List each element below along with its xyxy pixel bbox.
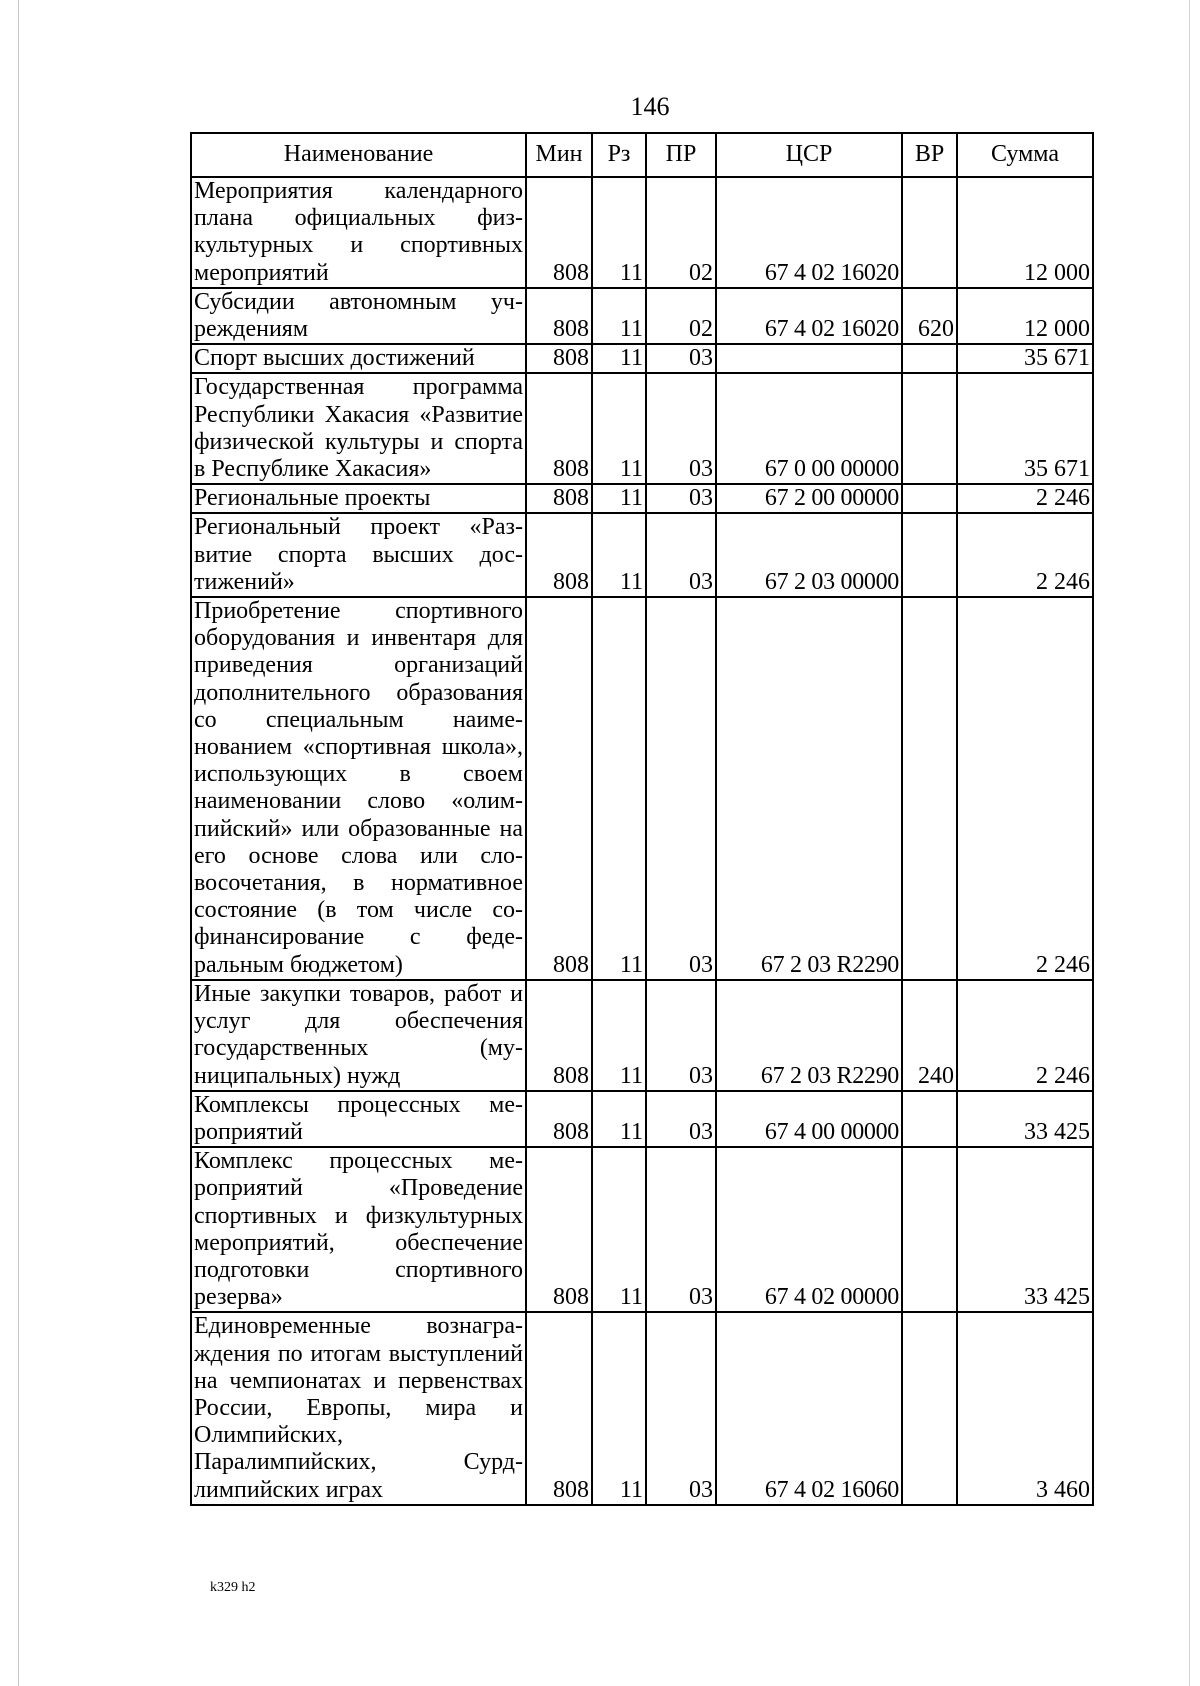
row-rz: 11 bbox=[592, 513, 646, 597]
row-sum: 2 246 bbox=[957, 484, 1093, 513]
row-sum: 33 425 bbox=[957, 1091, 1093, 1147]
row-csr: 67 2 03 R2290 bbox=[716, 597, 902, 980]
row-csr: 67 2 00 00000 bbox=[716, 484, 902, 513]
row-name: Единовременные вознаграждения по итогам выступлений на чемпионатах и первенствах России, Европы, мира и Олимпийских, Паралимпийских, Сурдлимпийских играх bbox=[191, 1312, 526, 1504]
row-min: 808 bbox=[526, 1312, 592, 1504]
table-row bbox=[191, 1312, 1093, 1504]
row-name: Комплекс процессных мероприятий «Проведение спортивных и физкультурных мероприятий, обеспечение подготовки спортивного резерва» bbox=[191, 1147, 526, 1312]
row-vr bbox=[902, 513, 957, 597]
row-name: Иные закупки товаров, работ и услуг для обеспечения государственных (муниципальных) нужд bbox=[191, 980, 526, 1091]
header-sum: Сумма bbox=[957, 133, 1093, 177]
budget-table bbox=[190, 132, 1094, 1506]
table-header-row bbox=[191, 133, 1093, 177]
row-min: 808 bbox=[526, 344, 592, 373]
row-name: Комплексы процессных мероприятий bbox=[191, 1091, 526, 1147]
row-sum: 2 246 bbox=[957, 597, 1093, 980]
row-rz: 11 bbox=[592, 288, 646, 344]
row-csr: 67 2 03 R2290 bbox=[716, 980, 902, 1091]
row-vr bbox=[902, 344, 957, 373]
table-row bbox=[191, 980, 1093, 1091]
row-min: 808 bbox=[526, 980, 592, 1091]
row-pr: 02 bbox=[646, 177, 716, 288]
row-sum: 2 246 bbox=[957, 980, 1093, 1091]
table-row bbox=[191, 597, 1093, 980]
row-csr: 67 4 02 16060 bbox=[716, 1312, 902, 1504]
row-min: 808 bbox=[526, 513, 592, 597]
header-pr: ПР bbox=[646, 133, 716, 177]
row-rz: 11 bbox=[592, 980, 646, 1091]
header-csr: ЦСР bbox=[716, 133, 902, 177]
header-rz: Рз bbox=[592, 133, 646, 177]
row-pr: 03 bbox=[646, 513, 716, 597]
row-rz: 11 bbox=[592, 1091, 646, 1147]
row-sum: 35 671 bbox=[957, 373, 1093, 484]
row-vr: 240 bbox=[902, 980, 957, 1091]
row-min: 808 bbox=[526, 177, 592, 288]
row-sum: 12 000 bbox=[957, 288, 1093, 344]
scan-edge-line bbox=[1189, 0, 1190, 1686]
row-vr bbox=[902, 1147, 957, 1312]
row-csr bbox=[716, 344, 902, 373]
row-rz: 11 bbox=[592, 177, 646, 288]
row-pr: 03 bbox=[646, 1147, 716, 1312]
row-sum: 2 246 bbox=[957, 513, 1093, 597]
row-min: 808 bbox=[526, 288, 592, 344]
row-sum: 35 671 bbox=[957, 344, 1093, 373]
row-min: 808 bbox=[526, 484, 592, 513]
row-name: Государственная программа Республики Хакасия «Развитие физической культуры и спорта в Республике Хакасия» bbox=[191, 373, 526, 484]
row-rz: 11 bbox=[592, 597, 646, 980]
header-min: Мин bbox=[526, 133, 592, 177]
row-min: 808 bbox=[526, 1147, 592, 1312]
row-csr: 67 4 00 00000 bbox=[716, 1091, 902, 1147]
row-name: Региональные проекты bbox=[191, 484, 526, 513]
row-vr: 620 bbox=[902, 288, 957, 344]
row-rz: 11 bbox=[592, 1147, 646, 1312]
table-row bbox=[191, 288, 1093, 344]
table-row bbox=[191, 1147, 1093, 1312]
row-sum: 3 460 bbox=[957, 1312, 1093, 1504]
row-vr bbox=[902, 1312, 957, 1504]
row-csr: 67 4 02 00000 bbox=[716, 1147, 902, 1312]
row-name: Спорт высших достижений bbox=[191, 344, 526, 373]
row-pr: 03 bbox=[646, 484, 716, 513]
row-name: Субсидии автономным учреждениям bbox=[191, 288, 526, 344]
row-vr bbox=[902, 177, 957, 288]
row-min: 808 bbox=[526, 373, 592, 484]
row-pr: 03 bbox=[646, 597, 716, 980]
footer-code: k329 h2 bbox=[210, 1580, 256, 1595]
row-pr: 02 bbox=[646, 288, 716, 344]
row-rz: 11 bbox=[592, 1312, 646, 1504]
row-csr: 67 4 02 16020 bbox=[716, 288, 902, 344]
row-csr: 67 2 03 00000 bbox=[716, 513, 902, 597]
header-vr: ВР bbox=[902, 133, 957, 177]
row-min: 808 bbox=[526, 597, 592, 980]
row-name: Региональный проект «Развитие спорта высших достижений» bbox=[191, 513, 526, 597]
row-vr bbox=[902, 597, 957, 980]
row-vr bbox=[902, 1091, 957, 1147]
row-name: Мероприятия календарного плана официальных физкультурных и спортивных мероприятий bbox=[191, 177, 526, 288]
table-row bbox=[191, 484, 1093, 513]
row-sum: 12 000 bbox=[957, 177, 1093, 288]
table-row bbox=[191, 1091, 1093, 1147]
row-pr: 03 bbox=[646, 980, 716, 1091]
row-pr: 03 bbox=[646, 1312, 716, 1504]
row-vr bbox=[902, 373, 957, 484]
row-pr: 03 bbox=[646, 344, 716, 373]
table-row bbox=[191, 344, 1093, 373]
row-pr: 03 bbox=[646, 373, 716, 484]
row-csr: 67 0 00 00000 bbox=[716, 373, 902, 484]
row-vr bbox=[902, 484, 957, 513]
scan-margin-line bbox=[18, 0, 19, 1686]
row-csr: 67 4 02 16020 bbox=[716, 177, 902, 288]
row-sum: 33 425 bbox=[957, 1147, 1093, 1312]
row-rz: 11 bbox=[592, 484, 646, 513]
row-min: 808 bbox=[526, 1091, 592, 1147]
table-row bbox=[191, 373, 1093, 484]
row-rz: 11 bbox=[592, 373, 646, 484]
table-row bbox=[191, 513, 1093, 597]
page-number: 146 bbox=[630, 92, 670, 121]
row-pr: 03 bbox=[646, 1091, 716, 1147]
row-rz: 11 bbox=[592, 344, 646, 373]
table-row bbox=[191, 177, 1093, 288]
header-name: Наименование bbox=[191, 133, 526, 177]
row-name: Приобретение спортивного оборудования и инвентаря для приведения организаций дополнительного образования со специальным наименованием «спортивная школа», использующих в своем наименовании слово «олимпийский» или образованные на его основе слова или словосочетания, в нормативное состояние (в том числе софинансирование с федеральным бюджетом) bbox=[191, 597, 526, 980]
